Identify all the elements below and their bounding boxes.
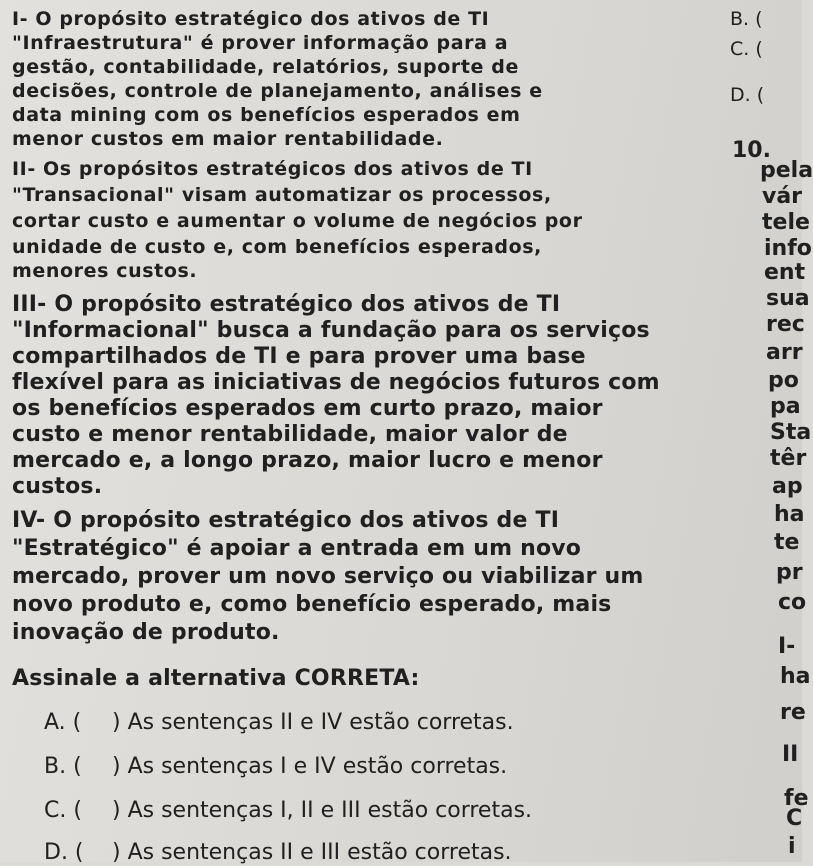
statement-IV-line-2: "Estratégico" é apoiar a entrada em um novo [12, 536, 582, 561]
statement-IV-line-3: mercado, prover um novo serviço ou viabilizar um [12, 564, 644, 589]
right-fragment: pa [770, 394, 801, 419]
statement-III-line-8: custos. [12, 474, 103, 499]
right-fragment: têr [770, 446, 807, 471]
statement-III-line-1: III- O propósito estratégico dos ativos de TI [12, 292, 561, 317]
option-c-letter: C. ( [44, 798, 82, 823]
question-number: 10. [732, 138, 771, 163]
statement-I-line-6: menor custos em maior rentabilidade. [12, 128, 444, 150]
statement-II-line-5: menores custos. [12, 260, 198, 282]
option-b-letter: B. ( [44, 754, 82, 779]
option-a-text: ) As sentenças II e IV estão corretas. [112, 710, 514, 735]
right-fragment: tele [762, 210, 810, 235]
option-b-text: ) As sentenças I e IV estão corretas. [112, 754, 508, 779]
statement-IV-line-4: novo produto e, como benefício esperado, mais [12, 592, 612, 617]
statement-III-line-2: "Informacional" busca a fundação para os serviços [12, 318, 650, 343]
statement-III-line-6: custo e menor rentabilidade, maior valor de [12, 422, 568, 447]
option-c-text: ) As sentenças I, II e III estão corretas. [112, 798, 533, 823]
statement-III-line-4: flexível para as iniciativas de negócios futuros com [12, 370, 660, 395]
statement-III-line-7: mercado e, a longo prazo, maior lucro e menor [12, 448, 603, 473]
right-fragment: Sta [770, 420, 812, 445]
right-fragment: II [782, 742, 799, 767]
statement-III-line-3: compartilhados de TI e para prover uma base [12, 344, 586, 369]
right-option-c: C. ( [730, 38, 763, 60]
right-fragment: pela [760, 158, 813, 183]
statement-II-line-3: cortar custo e aumentar o volume de negócios por [12, 210, 583, 232]
option-d[interactable] [44, 840, 512, 866]
right-fragment: sua [766, 286, 810, 311]
statement-II-line-4: unidade de custo e, com benefícios esperados, [12, 236, 542, 258]
right-fragment: ha [780, 664, 811, 689]
right-fragment: C [786, 806, 803, 831]
right-fragment: ap [772, 474, 803, 499]
right-option-d: D. ( [730, 84, 765, 106]
statement-I-line-2: "Infraestrutura" é prover informação para a [12, 32, 509, 54]
statement-I-line-4: decisões, controle de planejamento, análises e [12, 80, 543, 102]
option-a-letter: A. ( [44, 710, 82, 735]
right-fragment: info [764, 236, 812, 261]
statement-I-line-1: I- O propósito estratégico dos ativos de TI [12, 8, 490, 30]
option-d-letter: D. ( [44, 840, 84, 865]
right-fragment: re [780, 700, 806, 725]
right-fragment: i [788, 834, 796, 859]
right-fragment: ent [764, 260, 806, 285]
right-fragment: ha [774, 502, 805, 527]
right-fragment: fe [784, 786, 809, 811]
option-c[interactable] [44, 798, 532, 824]
statement-I-line-3: gestão, contabilidade, relatórios, suporte de [12, 56, 519, 78]
statement-II-line-2: "Transacional" visam automatizar os processos, [12, 184, 552, 206]
right-option-b: B. ( [730, 8, 763, 30]
right-fragment: te [774, 530, 800, 555]
option-d-text: ) As sentenças II e III estão corretas. [112, 840, 512, 865]
statement-II-line-1: II- Os propósitos estratégicos dos ativos de TI [12, 158, 533, 180]
right-fragment: vár [762, 184, 803, 209]
right-fragment: rec [766, 312, 805, 337]
right-fragment: co [778, 590, 807, 615]
right-fragment: po [768, 368, 799, 393]
right-fragment: arr [766, 340, 803, 365]
option-b[interactable] [44, 754, 507, 780]
option-a[interactable] [44, 710, 514, 736]
instruction: Assinale a alternativa CORRETA: [12, 666, 420, 691]
statement-IV-line-1: IV- O propósito estratégico dos ativos de TI [12, 508, 560, 533]
right-fragment: pr [776, 560, 803, 585]
statement-III-line-5: os benefícios esperados em curto prazo, maior [12, 396, 603, 421]
statement-IV-line-5: inovação de produto. [12, 620, 280, 645]
statement-I-line-5: data mining com os benefícios esperados em [12, 104, 521, 126]
right-fragment: I- [778, 634, 796, 659]
